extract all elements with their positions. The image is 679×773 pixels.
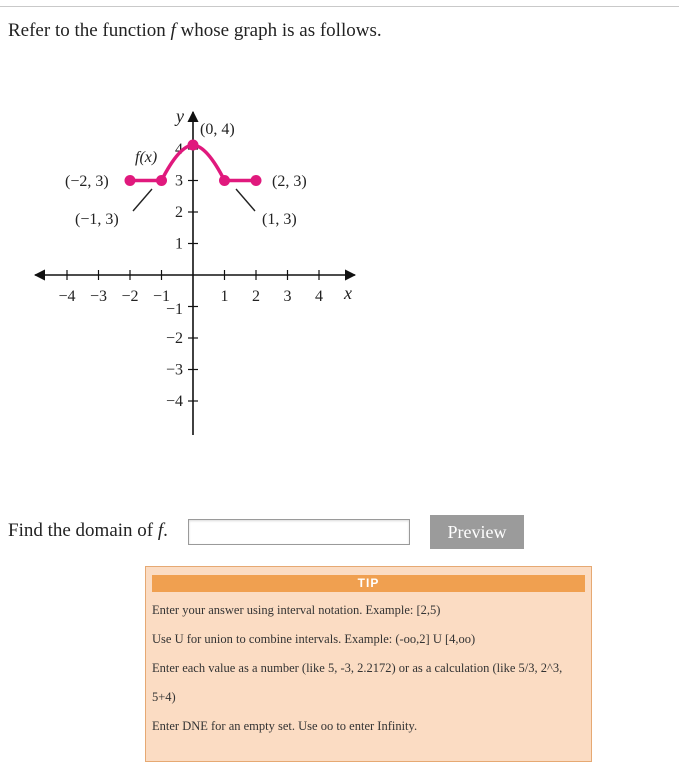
tip-line-dne: Enter DNE for an empty set. Use oo to enter Infinity. [152,719,418,733]
y-tick-label: −1 [165,301,183,318]
y-tick-label: −3 [165,361,183,379]
leader-line-m1-3 [133,189,152,211]
point-label-1-3: (1, 3) [262,211,297,228]
domain-answer-input[interactable] [188,519,410,545]
x-tick-label: 2 [252,288,260,305]
question-function-name: f [157,520,164,541]
question-text [8,520,168,542]
tip-box [145,566,592,762]
problem-prompt [8,20,382,42]
question-text-before: Find the domain of [8,520,158,541]
tip-line-values-cont: 5+4) [152,690,176,704]
point-label-m1-3: (−1, 3) [75,211,119,228]
function-graph [30,100,370,440]
top-divider [0,6,679,7]
question-punct: . [163,520,168,541]
point-0-4 [188,140,199,151]
x-tick-label: 4 [315,288,323,305]
y-tick-label: −4 [165,393,183,410]
prompt-text-before: Refer to the function [8,20,171,41]
function-label: f(x) [135,149,158,166]
point-2-3 [251,175,262,186]
point-label-m2-3: (−2, 3) [65,173,109,190]
x-tick-label: −3 [89,288,108,305]
y-tick-label: 2 [175,204,183,221]
prompt-text-after: whose graph is as follows. [175,20,382,41]
x-tick-label: −2 [121,288,139,305]
point-label-2-3: (2, 3) [272,173,307,190]
x-tick-label: −1 [152,288,171,305]
y-axis-label: y [176,106,184,126]
y-tick-label: 1 [175,235,183,253]
tip-line-union: Use U for union to combine intervals. Example: (-oo,2] U [4,oo) [152,632,476,646]
y-tick-label: 4 [175,141,183,158]
point-1-3 [219,175,230,186]
x-tick-label: 3 [283,288,292,305]
x-tick-label: −4 [58,288,76,305]
preview-button[interactable]: Preview [430,515,524,549]
tip-header: TIP [152,575,585,592]
point-label-0-4: (0, 4) [200,121,235,138]
y-tick-label: −2 [165,330,183,347]
tip-line-interval: Enter your answer using interval notation. Example: [2,5) [152,603,441,617]
leader-line-1-3 [236,189,255,211]
x-tick-label: 1 [220,288,229,305]
y-tick-label: 3 [175,172,183,190]
point-m2-3 [125,175,136,186]
x-axis-label: x [344,283,352,303]
point-m1-3 [156,175,167,186]
tip-line-values: Enter each value as a number (like 5, -3, 2.2172) or as a calculation (like 5/3, 2^3, [152,661,563,675]
prompt-function-name: f [170,20,176,41]
